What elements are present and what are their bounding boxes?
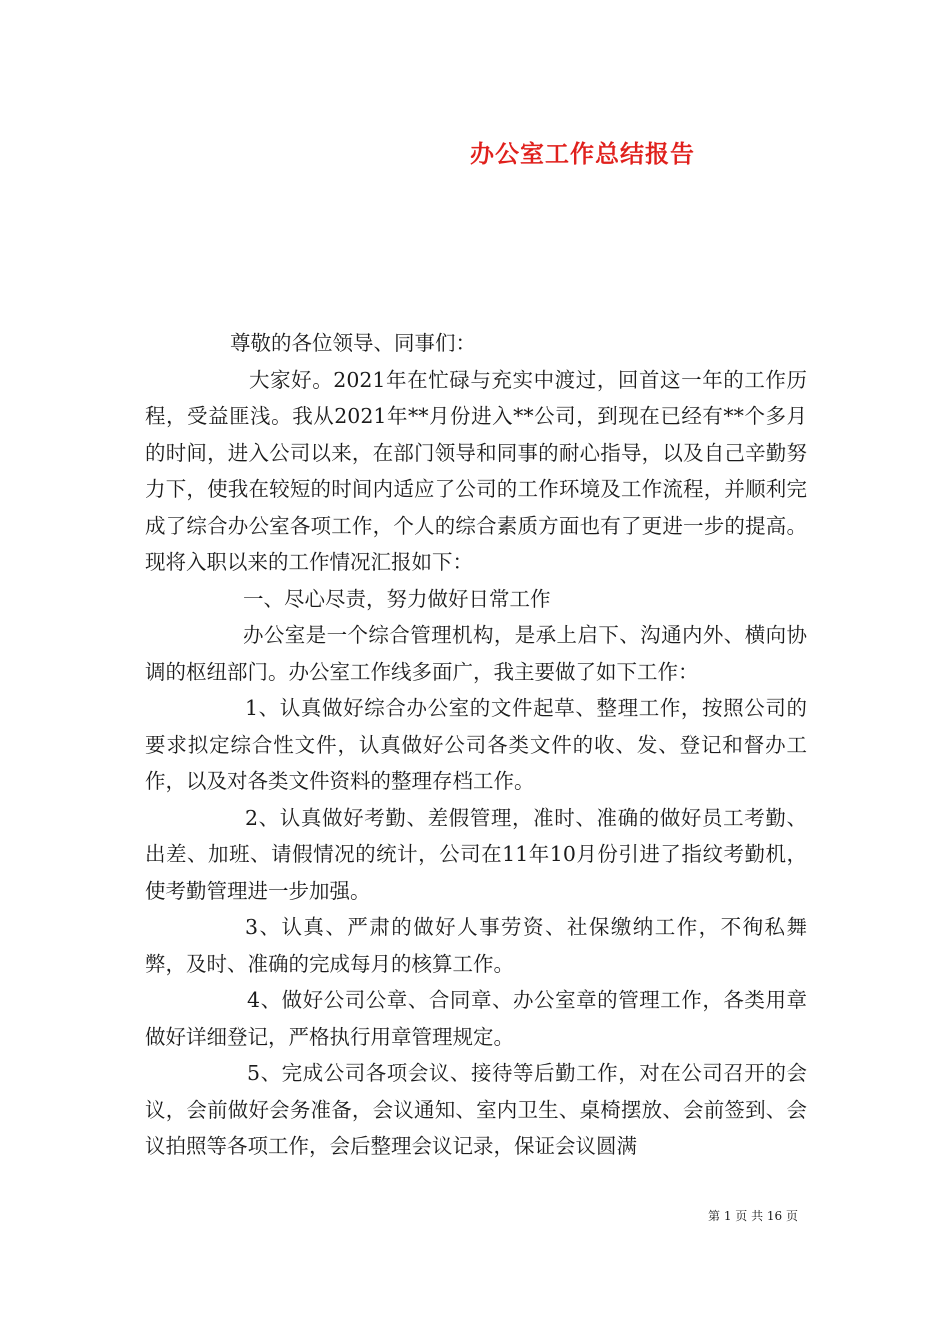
paragraph-item-2: 2、认真做好考勤、差假管理，准时、准确的做好员工考勤、出差、加班、请假情况的统计，公司在11年10月份引进了指纹考勤机，使考勤管理进一步加强。	[145, 805, 807, 903]
paragraph-item-3: 3、认真、严肃的做好人事劳资、社保缴纳工作，不徇私舞弊，及时、准确的完成每月的核算工作。	[145, 915, 807, 976]
page-number: 第 1 页 共 16 页	[708, 1209, 798, 1223]
section-heading: 一、尽心尽责，努力做好日常工作	[243, 586, 551, 611]
paragraph-item-1: 1、认真做好综合办公室的文件起草、整理工作，按照公司的要求拟定综合性文件，认真做好公司各类文件的收、发、登记和督办工作，以及对各类文件资料的整理存档工作。	[145, 696, 807, 793]
paragraph-item-4: 4、做好公司公章、合同章、办公室章的管理工作，各类用章做好详细登记，严格执行用章管理规定。	[145, 988, 807, 1049]
paragraph-item-5: 5、完成公司各项会议、接待等后勤工作，对在公司召开的会议，会前做好会务准备，会议通知、室内卫生、桌椅摆放、会前签到、会议拍照等各项工作，会后整理会议记录，保证会议圆满	[145, 1061, 807, 1158]
page-title: 办公室工作总结报告	[470, 139, 695, 168]
document-body	[145, 325, 807, 1165]
salutation: 尊敬的各位领导、同事们：	[230, 331, 476, 355]
paragraph-intro: 大家好。2021年在忙碌与充实中渡过，回首这一年的工作历程，受益匪浅。我从2021年**月份进入**公司，到现在已经有**个多月的时间，进入公司以来，在部门领导和同事的耐心指导，以及自己辛勤努力下，使我在较短的时间内适应了公司的工作环境及工作流程，并顺利完成了综合办公室各项工作，个人的综合素质方面也有了更进一步的提高。现将入职以来的工作情况汇报如下：	[145, 367, 807, 574]
paragraph-overview: 办公室是一个综合管理机构，是承上启下、沟通内外、横向协调的枢纽部门。办公室工作线多面广，我主要做了如下工作：	[145, 623, 807, 684]
